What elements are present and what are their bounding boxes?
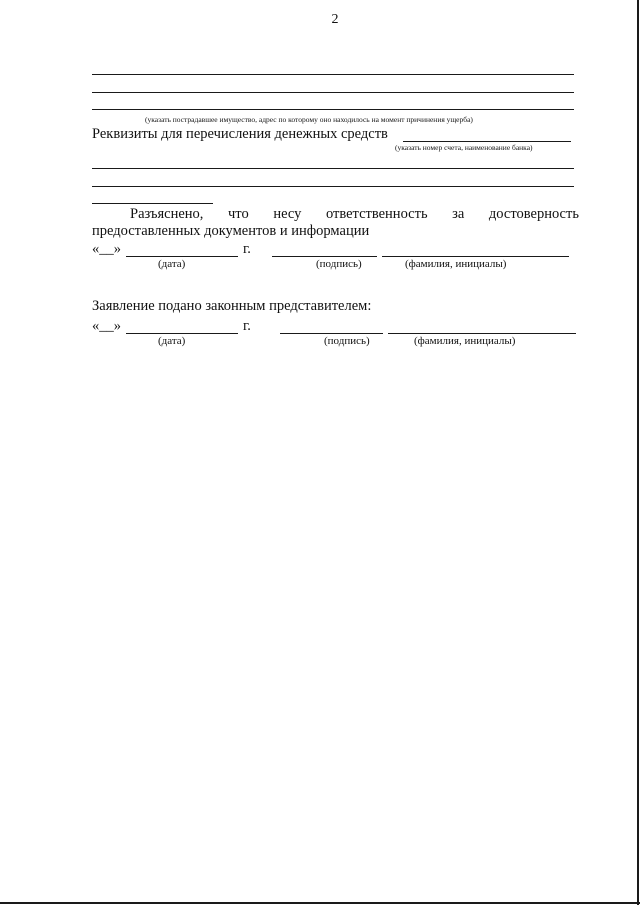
page-edge-bottom: [0, 902, 640, 904]
requisites-line-3: [92, 203, 213, 204]
representative-name-caption: (фамилия, инициалы): [414, 335, 516, 347]
applicant-date-caption: (дата): [158, 258, 186, 270]
applicant-name-line: [382, 256, 569, 257]
property-line-1: [92, 74, 574, 75]
page-number: 2: [331, 12, 339, 27]
explained-line-2: предоставленных документов и информации: [92, 223, 370, 239]
representative-label: Заявление подано законным представителем:: [92, 298, 372, 314]
representative-year-suffix: г.: [243, 318, 251, 334]
applicant-signature-caption: (подпись): [316, 258, 362, 270]
representative-date-caption: (дата): [158, 335, 186, 347]
requisites-line-inline: [403, 141, 571, 142]
requisites-hint: (указать номер счета, наименование банка): [395, 143, 533, 152]
page-edge-right: [637, 0, 639, 905]
representative-signature-caption: (подпись): [324, 335, 370, 347]
property-line-3: [92, 109, 574, 110]
explained-word: за: [452, 206, 465, 222]
property-line-2: [92, 92, 574, 93]
representative-signature-line: [280, 333, 383, 334]
property-hint: (указать пострадавшее имущество, адрес по которому оно находилось на момент причинения ущерба): [145, 115, 473, 124]
requisites-line-2: [92, 186, 574, 187]
representative-date-line: [126, 333, 238, 334]
representative-name-line: [388, 333, 576, 334]
applicant-signature-line: [272, 256, 377, 257]
applicant-day-quote: «__»: [92, 241, 121, 257]
explained-word: что: [228, 206, 249, 222]
explained-word: Разъяснено,: [130, 206, 204, 222]
requisites-line-1: [92, 168, 574, 169]
applicant-year-suffix: г.: [243, 241, 251, 257]
applicant-date-line: [126, 256, 238, 257]
explained-word: достоверность: [488, 206, 579, 222]
applicant-name-caption: (фамилия, инициалы): [405, 258, 507, 270]
explained-word: ответственность: [325, 206, 428, 222]
representative-day-quote: «__»: [92, 318, 121, 334]
explained-word: несу: [273, 206, 302, 222]
explained-line-1: [92, 206, 579, 223]
requisites-label: Реквизиты для перечисления денежных средств: [92, 126, 388, 142]
